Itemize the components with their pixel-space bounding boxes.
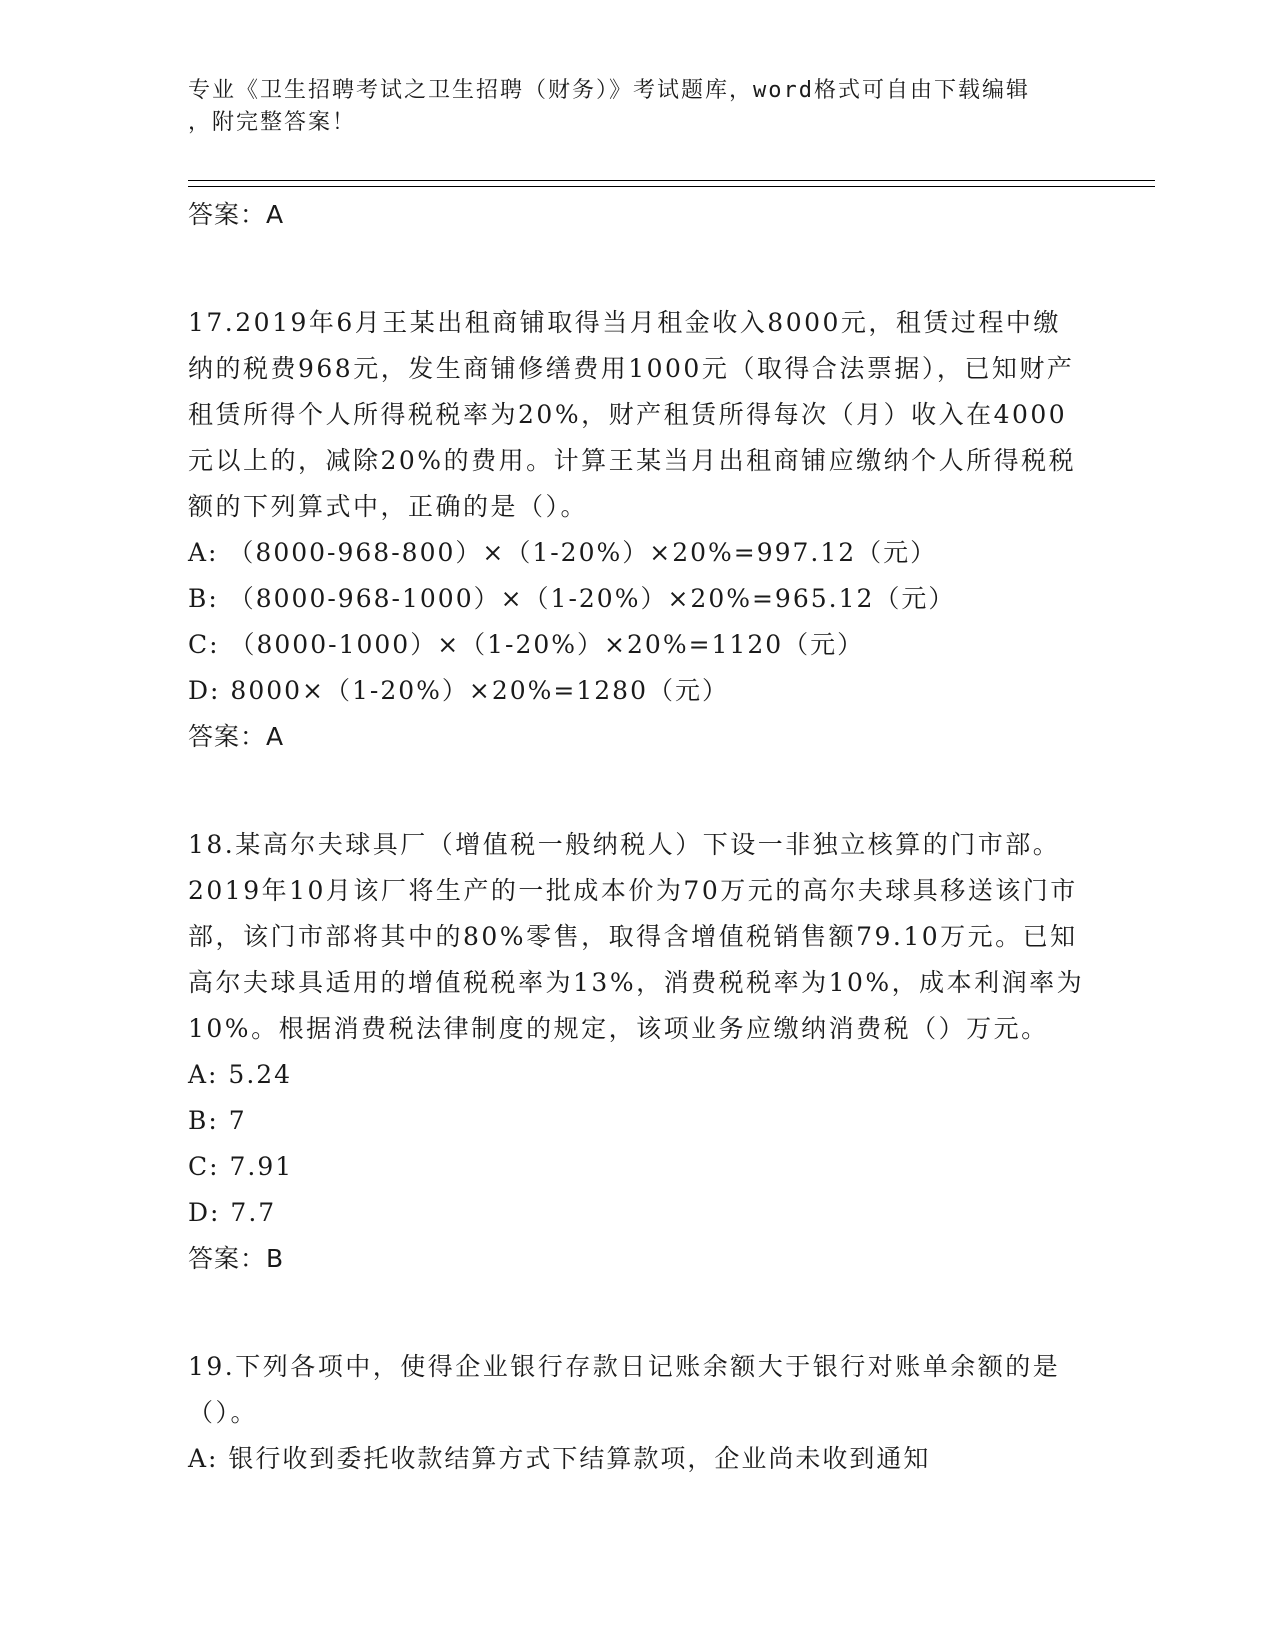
option-a: A: （8000-968-800）×（1-20%）×20%=997.12（元）	[188, 538, 938, 567]
header-divider-top	[188, 180, 1155, 181]
document-header	[188, 75, 1078, 139]
previous-answer: 答案：A	[188, 200, 285, 229]
question-19	[188, 1344, 1088, 1482]
header-line-2: ，附完整答案！	[188, 110, 357, 135]
question-text: 17.2019年6月王某出租商铺取得当月租金收入8000元，租赁过程中缴纳的税费968元，发生商铺修缮费用1000元（取得合法票据），已知财产租赁所得个人所得税税率为20%，财产租赁所得每次（月）收入在4000元以上的，减除20%的费用。计算王某当月出租商铺应缴纳个人所得税税额的下列算式中，正确的是（）。	[188, 308, 1077, 521]
question-17	[188, 300, 1088, 760]
option-c: C: （8000-1000）×（1-20%）×20%=1120（元）	[188, 630, 865, 659]
question-text: 18.某高尔夫球具厂（增值税一般纳税人）下设一非独立核算的门市部。2019年10月该厂将生产的一批成本价为70万元的高尔夫球具移送该门市部，该门市部将其中的80%零售，取得含增值税销售额79.10万元。已知高尔夫球具适用的增值税税率为13%，消费税税率为10%，成本利润率为10%。根据消费税法律制度的规定，该项业务应缴纳消费税（）万元。	[188, 830, 1085, 1043]
option-c: C: 7.91	[188, 1152, 294, 1181]
answer: 答案：A	[188, 722, 285, 751]
option-b: B: 7	[188, 1106, 247, 1135]
option-d: D: 7.7	[188, 1198, 277, 1227]
document-body	[188, 190, 1088, 1482]
option-d: D: 8000×（1-20%）×20%=1280（元）	[188, 676, 729, 705]
option-a: A: 5.24	[188, 1060, 293, 1089]
option-a: A: 银行收到委托收款结算方式下结算款项，企业尚未收到通知	[188, 1444, 931, 1473]
answer: 答案：B	[188, 1244, 285, 1273]
question-18	[188, 822, 1088, 1282]
header-divider-bottom	[188, 186, 1155, 187]
header-line-1: 专业《卫生招聘考试之卫生招聘（财务）》考试题库，word格式可自由下载编辑	[188, 78, 1030, 103]
question-text: 19.下列各项中，使得企业银行存款日记账余额大于银行对账单余额的是（）。	[188, 1352, 1061, 1427]
option-b: B: （8000-968-1000）×（1-20%）×20%=965.12（元）	[188, 584, 956, 613]
